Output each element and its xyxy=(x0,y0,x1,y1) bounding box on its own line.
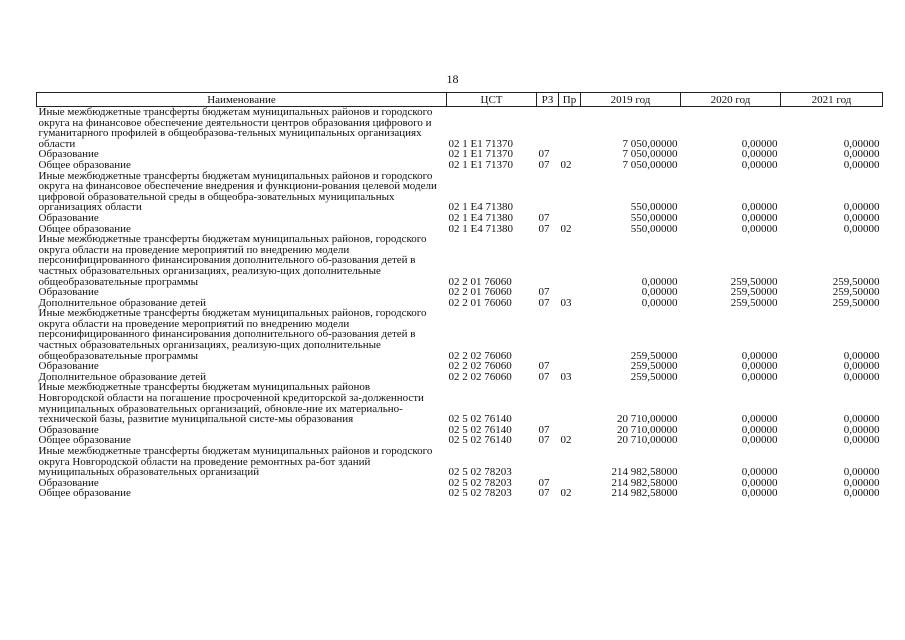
table-row xyxy=(37,382,883,424)
cst-cell: 02 1 E1 71370 xyxy=(448,158,513,171)
rz-cell xyxy=(537,446,559,478)
value-2019-cell: 0,00000 xyxy=(641,296,678,309)
value-2019-cell: 214 982,58000 xyxy=(611,487,678,500)
value-2019-cell: 550,00000 xyxy=(630,211,678,224)
value-2019-cell: 259,50000 xyxy=(630,360,678,373)
name-cell: Общее образование xyxy=(38,222,131,235)
pr-cell xyxy=(559,213,581,224)
rz-cell: 07 xyxy=(538,148,550,161)
rz-cell: 07 xyxy=(538,476,550,489)
value-2019-cell: 7 050,00000 xyxy=(622,158,678,171)
header-pr: Пр xyxy=(559,93,581,107)
table-header xyxy=(37,93,883,107)
value-2020-cell: 0,00000 xyxy=(741,360,778,373)
cst-cell: 02 2 02 76060 xyxy=(448,370,512,383)
value-2021-cell: 0,00000 xyxy=(843,487,880,500)
page-number: 18 xyxy=(446,72,459,86)
pr-cell xyxy=(559,171,581,213)
header-2020: 2020 год xyxy=(681,93,781,107)
cst-cell: 02 2 01 76060 xyxy=(448,275,512,288)
name-cell: Образование xyxy=(38,423,99,436)
name-cell: Образование xyxy=(38,148,99,161)
rz-cell: 07 xyxy=(538,423,550,436)
pr-cell: 02 xyxy=(560,487,572,500)
value-2021-cell: 259,50000 xyxy=(832,296,880,309)
value-2019-cell: 0,00000 xyxy=(641,286,678,299)
pr-cell: 02 xyxy=(560,222,572,235)
value-2020-cell: 0,00000 xyxy=(741,158,778,171)
rz-cell: 07 xyxy=(538,296,550,309)
name-cell: Образование xyxy=(38,286,99,299)
value-2021-cell: 0,00000 xyxy=(843,360,880,373)
rz-cell: 07 xyxy=(538,211,550,224)
value-2019-cell: 20 710,00000 xyxy=(617,434,678,447)
value-2021-cell: 0,00000 xyxy=(843,349,880,362)
pr-cell xyxy=(559,446,581,478)
value-2021-cell: 0,00000 xyxy=(843,476,880,489)
cst-cell: 02 1 E1 71370 xyxy=(448,148,513,161)
pr-cell xyxy=(559,382,581,424)
value-2020-cell: 0,00000 xyxy=(741,476,778,489)
pr-cell xyxy=(559,308,581,361)
rz-cell: 07 xyxy=(538,487,550,500)
cst-cell: 02 2 02 76060 xyxy=(448,349,512,362)
rz-cell: 07 xyxy=(538,370,550,383)
header-rz: РЗ xyxy=(537,93,559,107)
value-2020-cell: 0,00000 xyxy=(741,487,778,500)
cst-cell: 02 1 E1 71370 xyxy=(448,137,513,150)
name-cell: Общее образование xyxy=(38,434,131,447)
pr-cell xyxy=(559,107,581,150)
value-2021-cell: 0,00000 xyxy=(843,434,880,447)
value-2020-cell: 0,00000 xyxy=(741,434,778,447)
table-row xyxy=(37,446,883,478)
cst-cell: 02 5 02 76140 xyxy=(448,413,512,426)
value-2021-cell: 0,00000 xyxy=(843,370,880,383)
value-2021-cell: 0,00000 xyxy=(843,158,880,171)
table-row xyxy=(37,160,883,171)
value-2019-cell: 7 050,00000 xyxy=(622,137,678,150)
rz-cell: 07 xyxy=(538,434,550,447)
header-name: Наименование xyxy=(37,93,447,107)
table-row xyxy=(37,308,883,361)
value-2020-cell: 0,00000 xyxy=(741,222,778,235)
name-cell: Иные межбюджетные трансферты бюджетам муниципальных районов, городского округа области на проведение мероприятий по внедрению модели персонифицированного финансирования дополнительного об-разования детей в частных образовательных организациях, реализую-щих дополнительные общеобразовательные программы xyxy=(38,233,427,288)
rz-cell: 07 xyxy=(538,222,550,235)
cst-cell: 02 2 02 76060 xyxy=(448,360,512,373)
value-2020-cell: 0,00000 xyxy=(741,370,778,383)
cst-cell: 02 5 02 76140 xyxy=(448,423,512,436)
cst-cell: 02 5 02 76140 xyxy=(448,434,512,447)
table-row xyxy=(37,171,883,213)
pr-cell: 02 xyxy=(560,434,572,447)
value-2019-cell: 550,00000 xyxy=(630,201,678,214)
header-2019: 2019 год xyxy=(581,93,681,107)
rz-cell xyxy=(537,107,559,150)
name-cell: Иные межбюджетные трансферты бюджетам муниципальных районов, городского округа области на проведение мероприятий по внедрению модели персонифицированного финансирования дополнительного об-разования детей в частных образовательных организациях, реализую-щих дополнительные общеобразовательные программы xyxy=(38,307,427,362)
cst-cell: 02 5 02 78203 xyxy=(448,487,512,500)
cst-cell: 02 2 01 76060 xyxy=(448,286,512,299)
value-2020-cell: 259,50000 xyxy=(730,275,778,288)
name-cell: Иные межбюджетные трансферты бюджетам муниципальных районов и городского округа на финансовое обеспечение внедрения и функциони-рования целевой модели цифровой образовательной среды в общеобра-зовательных муниципальных организациях области xyxy=(38,169,437,214)
value-2021-cell: 259,50000 xyxy=(832,286,880,299)
name-cell: Иные межбюджетные трансферты бюджетам муниципальных районов и городского округа Новгородской области на проведение ремонтных ра-бот зданий муниципальных образовательных организаций xyxy=(38,445,433,479)
table-row xyxy=(37,213,883,224)
name-cell: Общее образование xyxy=(38,158,131,171)
pr-cell: 03 xyxy=(560,296,572,309)
rz-cell: 07 xyxy=(538,158,550,171)
cst-cell: 02 2 01 76060 xyxy=(448,296,512,309)
value-2020-cell: 0,00000 xyxy=(741,466,778,479)
table-row xyxy=(37,107,883,150)
rz-cell xyxy=(537,308,559,361)
cst-cell: 02 1 E4 71380 xyxy=(448,201,513,214)
value-2020-cell: 0,00000 xyxy=(741,201,778,214)
value-2019-cell: 214 982,58000 xyxy=(611,476,678,489)
value-2019-cell: 20 710,00000 xyxy=(617,413,678,426)
name-cell: Образование xyxy=(38,476,99,489)
name-cell: Дополнительное образование детей xyxy=(38,370,207,383)
value-2021-cell: 0,00000 xyxy=(843,137,880,150)
pr-cell: 02 xyxy=(560,158,572,171)
table-body xyxy=(37,107,883,499)
value-2019-cell: 214 982,58000 xyxy=(611,466,678,479)
value-2021-cell: 0,00000 xyxy=(843,423,880,436)
cst-cell: 02 5 02 78203 xyxy=(448,476,512,489)
value-2021-cell: 0,00000 xyxy=(843,222,880,235)
value-2021-cell: 259,50000 xyxy=(832,275,880,288)
value-2019-cell: 20 710,00000 xyxy=(617,423,678,436)
name-cell: Общее образование xyxy=(38,487,131,500)
value-2021-cell: 0,00000 xyxy=(843,148,880,161)
value-2020-cell: 259,50000 xyxy=(730,296,778,309)
value-2021-cell: 0,00000 xyxy=(843,211,880,224)
value-2019-cell: 259,50000 xyxy=(630,370,678,383)
value-2019-cell: 7 050,00000 xyxy=(622,148,678,161)
value-2021-cell: 0,00000 xyxy=(843,201,880,214)
value-2020-cell: 0,00000 xyxy=(741,211,778,224)
value-2019-cell: 259,50000 xyxy=(630,349,678,362)
name-cell: Иные межбюджетные трансферты бюджетам муниципальных районов и городского округа на финансовое обеспечение деятельности центров образования цифрового и гуманитарного профилей в общеобразова-тельных муниципальных организациях области xyxy=(38,106,433,150)
value-2019-cell: 0,00000 xyxy=(641,275,678,288)
value-2020-cell: 0,00000 xyxy=(741,148,778,161)
rz-cell xyxy=(537,171,559,213)
value-2020-cell: 259,50000 xyxy=(730,286,778,299)
value-2021-cell: 0,00000 xyxy=(843,413,880,426)
budget-table xyxy=(36,92,883,499)
cst-cell: 02 1 E4 71380 xyxy=(448,211,513,224)
rz-cell: 07 xyxy=(538,360,550,373)
value-2020-cell: 0,00000 xyxy=(741,413,778,426)
header-row xyxy=(37,93,883,107)
rz-cell xyxy=(537,382,559,424)
value-2020-cell: 0,00000 xyxy=(741,137,778,150)
header-2021: 2021 год xyxy=(781,93,883,107)
name-cell: Дополнительное образование детей xyxy=(38,296,207,309)
cst-cell: 02 1 E4 71380 xyxy=(448,222,513,235)
cst-cell: 02 5 02 78203 xyxy=(448,466,512,479)
header-cst: ЦСТ xyxy=(447,93,537,107)
value-2019-cell: 550,00000 xyxy=(630,222,678,235)
table-row xyxy=(37,488,883,499)
rz-cell xyxy=(537,234,559,287)
pr-cell: 03 xyxy=(560,370,572,383)
name-cell: Иные межбюджетные трансферты бюджетам муниципальных районов Новгородской области на погашение просроченной кредиторской за-долженности муниципальных образовательных организаций, обновле-ние их материально-технической базы, развитие муниципальной систе-мы образования xyxy=(38,381,424,426)
table-row xyxy=(37,234,883,287)
pr-cell xyxy=(559,234,581,287)
name-cell: Образование xyxy=(38,360,99,373)
name-cell: Образование xyxy=(38,211,99,224)
value-2020-cell: 0,00000 xyxy=(741,423,778,436)
rz-cell: 07 xyxy=(538,286,550,299)
value-2020-cell: 0,00000 xyxy=(741,349,778,362)
value-2021-cell: 0,00000 xyxy=(843,466,880,479)
